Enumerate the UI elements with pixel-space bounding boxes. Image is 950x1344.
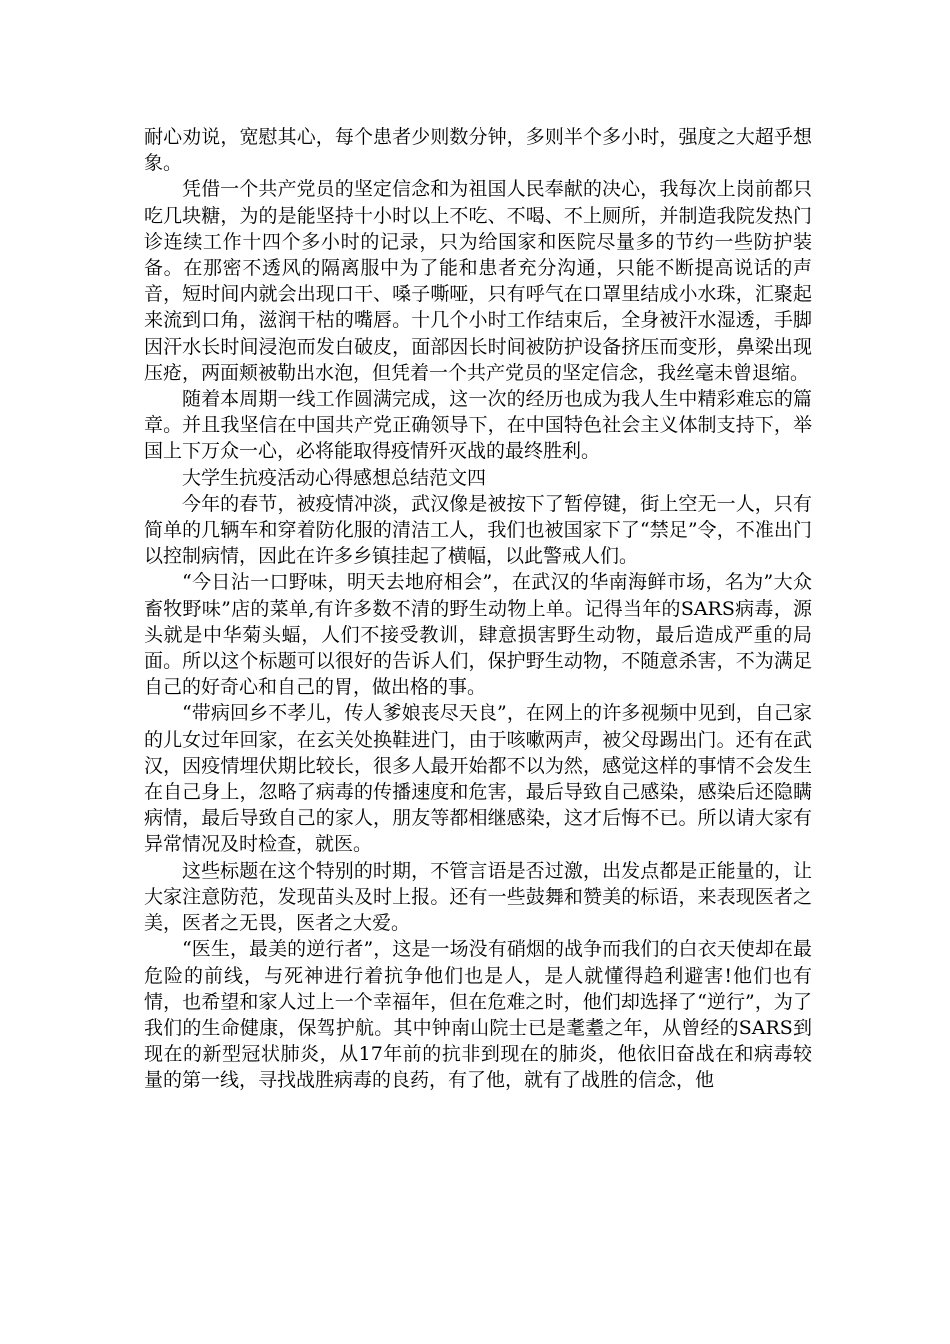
paragraph-doctors: “医生，最美的逆行者”，这是一场没有硝烟的战争而我们的白衣天使却在最危险的前线，与死神进行着抗争他们也是人，是人就懂得趋利避害!他们也有情，也希望和家人过上一个幸福年，但在危难之时，他们却选择了“逆行”，为了我们的生命健康，保驾护航。其中钟南山院士已是耄耋之年，从曾经的SARS到现在的新型冠状肺炎，从17年前的抗非到现在的肺炎，他依旧奋战在和病毒较量的第一线，寻找战胜病毒的良药，有了他，就有了战胜的信念，他: [144, 938, 812, 1092]
paragraph-continued: 耐心劝说，宽慰其心，每个患者少则数分钟，多则半个多小时，强度之大超乎想象。: [144, 126, 812, 175]
section-heading: 大学生抗疫活动心得感想总结范文四: [182, 466, 487, 489]
paragraph-party-member-resolve: 凭借一个共产党员的坚定信念和为祖国人民奉献的决心，我每次上岗前都只吃几块糖，为的是能坚持十小时以上不吃、不喝、不上厕所，并制造我院发热门诊连续工作十四个多小时的记录，只为给国家和医院尽量多的节约一些防护装备。在那密不透风的隔离服中为了能和患者充分沟通，只能不断提高说话的声音，短时间内就会出现口干、嗓子嘶哑，只有呼气在口罩里结成小水珠，汇聚起来流到口角，滋润干枯的嘴唇。十几个小时工作结束后，全身被汗水湿透，手脚因汗水长时间浸泡而发白破皮，面部因长时间被防护设备挤压而变形，鼻梁出现压疮，两面颊被勒出水泡，但凭着一个共产党员的坚定信念，我丝毫未曾退缩。: [144, 178, 812, 384]
paragraph-wild-animals: “今日沾一口野味，明天去地府相会”，在武汉的华南海鲜市场，名为”大众畜牧野味”店的菜单,有许多数不清的野生动物上单。记得当年的SARS病毒，源头就是中华菊头蝠，人们不接受教训，肆意损害野生动物，最后造成严重的局面。所以这个标题可以很好的告诉人们，保护野生动物，不随意杀害，不为满足自己的好奇心和自己的胃，做出格的事。: [144, 571, 812, 699]
paragraph-return-home: “带病回乡不孝儿，传人爹娘丧尽天良”，在网上的许多视频中见到，自己家的儿女过年回家，在玄关处换鞋进门，由于咳嗽两声，被父母踢出门。还有在武汉，因疫情埋伏期比较长，很多人最开始都不以为然，感觉这样的事情不会发生在自己身上，忽略了病毒的传播速度和危害，最后导致自己感染，感染后还隐瞒病情，最后导致自己的家人，朋友等都相继感染，这才后悔不已。所以请大家有异常情况及时检查，就医。: [144, 702, 812, 856]
paragraph-frontline-conclusion: 随着本周期一线工作圆满完成，这一次的经历也成为我人生中精彩难忘的篇章。并且我坚信在中国共产党正确领导下，在中国特色社会主义体制支持下，举国上下万众一心，必将能取得疫情歼灭战的最终胜利。: [144, 388, 812, 463]
paragraph-spring-festival: 今年的春节，被疫情冲淡，武汉像是被按下了暂停键，街上空无一人，只有简单的几辆车和穿着防化服的清洁工人，我们也被国家下了“禁足”令，不准出门以控制病情，因此在许多乡镇挂起了横幅，以此警戒人们。: [144, 492, 812, 568]
paragraph-slogans: 这些标题在这个特别的时期，不管言语是否过激，出发点都是正能量的，让大家注意防范，发现苗头及时上报。还有一些鼓舞和赞美的标语，来表现医者之美，医者之无畏，医者之大爱。: [144, 859, 812, 935]
document-body: [144, 124, 812, 1094]
